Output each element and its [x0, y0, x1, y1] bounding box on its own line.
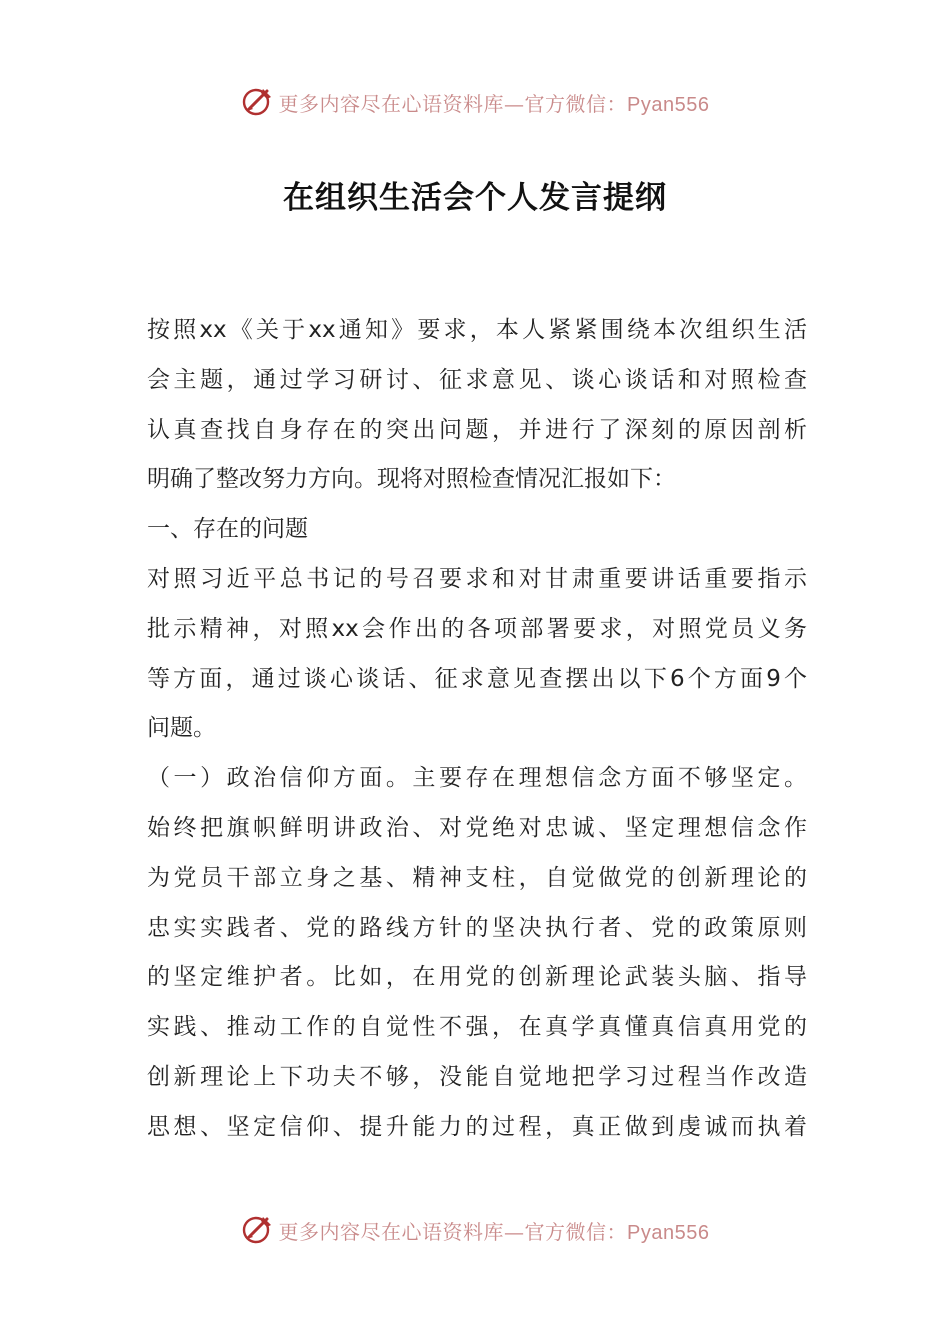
text-line: 问题。 — [147, 715, 216, 742]
pen-logo-icon — [241, 85, 275, 119]
pen-logo-icon — [241, 1213, 275, 1247]
text-line: 实践、推动工作的自觉性不强，在真学真懂真信真用党的 — [147, 1014, 807, 1041]
text-line: 按照xx《关于xx通知》要求，本人紧紧围绕本次组织生活 — [147, 317, 807, 343]
watermark-text: 更多内容尽在心语资料库—官方微信： — [278, 91, 628, 116]
text-line: 对照习近平总书记的号召要求和对甘肃重要讲话重要指示 — [147, 565, 807, 592]
text-line: 创新理论上下功夫不够，没能自觉地把学习过程当作改造 — [147, 1063, 807, 1090]
text-line: 为党员干部立身之基、精神支柱，自觉做党的创新理论的 — [147, 864, 807, 891]
watermark-id: Pyan556 — [627, 93, 710, 116]
text-line: 忠实实践者、党的路线方针的坚决执行者、党的政策原则 — [147, 914, 807, 941]
text-line: 会主题，通过学习研讨、征求意见、谈心谈话和对照检查 — [147, 366, 807, 393]
text-line: 认真查找自身存在的突出问题，并进行了深刻的原因剖析 — [147, 416, 807, 443]
text-line: 的坚定维护者。比如，在用党的创新理论武装头脑、指导 — [147, 964, 807, 991]
section-heading: 一、存在的问题 — [147, 516, 308, 543]
text-line: 批示精神，对照xx会作出的各项部署要求，对照党员义务 — [147, 615, 807, 642]
watermark-id: Pyan556 — [627, 1221, 710, 1244]
document-title: 在组织生活会个人发言提纲 — [283, 180, 667, 216]
document-body — [147, 306, 807, 1153]
footer-watermark — [0, 1210, 950, 1250]
watermark-text: 更多内容尽在心语资料库—官方微信： — [278, 1219, 628, 1244]
header-watermark — [0, 82, 950, 122]
text-line: 思想、坚定信仰、提升能力的过程，真正做到虔诚而执着 — [147, 1113, 807, 1140]
subsection-heading: （一）政治信仰方面。主要存在理想信念方面不够坚定。 — [147, 765, 807, 792]
text-line: 始终把旗帜鲜明讲政治、对党绝对忠诚、坚定理想信念作 — [147, 814, 807, 841]
text-line: 明确了整改努力方向。现将对照检查情况汇报如下： — [147, 466, 676, 493]
text-line: 等方面，通过谈心谈话、征求意见查摆出以下6个方面9个 — [147, 665, 807, 692]
